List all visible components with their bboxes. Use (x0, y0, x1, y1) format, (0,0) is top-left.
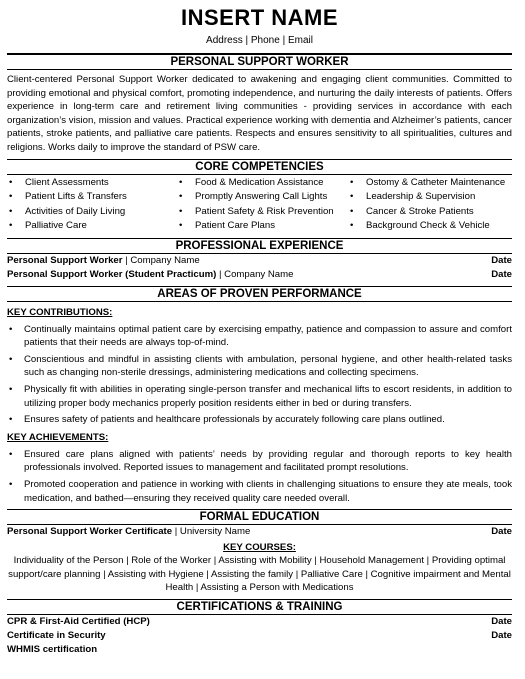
resume-title: PERSONAL SUPPORT WORKER (7, 53, 512, 70)
contributions-heading: KEY CONTRIBUTIONS: (7, 306, 113, 318)
competency-item: • Leadership & Supervision (348, 190, 512, 205)
job-date: Date (491, 268, 512, 280)
job-entry (7, 268, 512, 282)
competency-item: • Patient Safety & Risk Prevention (177, 205, 348, 220)
certification-entry (7, 629, 512, 643)
list-item: • Ensures safety of patients and healthcare professionals by accurately following care plans outlined. (7, 413, 512, 427)
certification-entry (7, 643, 512, 657)
contact-line: Address | Phone | Email (206, 35, 313, 46)
company-name: | Company Name (216, 268, 294, 280)
list-item: • Physically fit with abilities in operating single-person transfer and mechanical lifts to escort residents, in addition to utilizing proper body mechanics properly position residents either in bed or during transfers. (7, 383, 512, 410)
competency-item: • Promptly Answering Call Lights (177, 190, 348, 205)
competency-item: • Patient Lifts & Transfers (7, 190, 177, 205)
competency-item: • Ostomy & Catheter Maintenance (348, 176, 512, 191)
competencies-heading: CORE COMPETENCIES (7, 159, 512, 175)
list-item: • Ensured care plans aligned with patients’ needs by providing regular and thorough reports to key health professionals involved. Reported issues to management and facilitated prompt resolutions. (7, 448, 512, 475)
competencies-column-1 (7, 176, 177, 234)
competencies-column-2 (177, 176, 348, 234)
certifications-heading: CERTIFICATIONS & TRAINING (7, 599, 512, 615)
school-name: | University Name (172, 526, 251, 538)
list-item: • Conscientious and mindful in assisting clients with ambulation, personal hygiene, and other health-related tasks such as changing non-sterile dressings, administering medications and collecting specimens. (7, 353, 512, 380)
courses-heading: KEY COURSES: (223, 542, 296, 554)
competencies-column-3 (348, 176, 512, 234)
job-title: Personal Support Worker (Student Practicum) (7, 268, 217, 280)
competency-item: • Cancer & Stroke Patients (348, 205, 512, 220)
certification-name: Certificate in Security (7, 629, 106, 641)
competency-item: • Activities of Daily Living (7, 205, 177, 220)
certification-entry (7, 615, 512, 629)
certification-name: WHMIS certification (7, 643, 98, 655)
courses-list: Individuality of the Person | Role of the Worker | Assisting with Mobility | Household Management | Providing optimal support/care planning | Assisting with Hygiene | Assisting the family | Palliative Care | Cognitive impairment and Mental Health | Assisting a Person with Medications (8, 555, 511, 594)
contributions-list (7, 323, 512, 427)
job-title-line (7, 268, 293, 282)
achievements-list (7, 448, 512, 505)
education-line (7, 525, 250, 539)
resume-page (7, 0, 512, 657)
candidate-name: INSERT NAME (180, 5, 339, 30)
job-date: Date (491, 254, 512, 266)
competency-item: • Client Assessments (7, 176, 177, 191)
performance-heading: AREAS OF PROVEN PERFORMANCE (7, 286, 512, 302)
education-heading: FORMAL EDUCATION (7, 509, 512, 525)
experience-heading: PROFESSIONAL EXPERIENCE (7, 238, 512, 254)
summary-paragraph: Client-centered Personal Support Worker dedicated to awakening and engaging client communities. Committed to providing emotional and physical comfort, promoting independence, and nurturing the daily interests of patients. Offers experience in long-term care and retirement living communities - providing services in accordance with each organization’s vision, mission and values. Practical experience working with dementia and Alzheimer’s patients, cancer patients, stroke patients, and palliative care patients. Respects and ensures sensitivity to all spiritualities, cultures and religions. Works daily to improve the standard of PSW care. (7, 74, 512, 153)
certification-date: Date (491, 629, 512, 641)
job-title: Personal Support Worker (7, 254, 123, 266)
certification-name: CPR & First-Aid Certified (HCP) (7, 615, 150, 627)
list-item: • Promoted cooperation and patience in working with clients in challenging situations to ensure they ate meals, took medication, and bathed—ensuring they received quality care needed overall. (7, 478, 512, 505)
company-name: | Company Name (122, 254, 200, 266)
competency-item: • Background Check & Vehicle (348, 219, 512, 234)
competency-item: • Palliative Care (7, 219, 177, 234)
job-title-line (7, 254, 200, 268)
competencies-grid (7, 176, 512, 234)
competency-item: • Food & Medication Assistance (177, 176, 348, 191)
education-entry (7, 525, 512, 539)
certification-date: Date (491, 615, 512, 627)
credential-name: Personal Support Worker Certificate (7, 526, 173, 538)
job-entry (7, 254, 512, 268)
achievements-heading: KEY ACHIEVEMENTS: (7, 431, 109, 443)
competency-item: • Patient Care Plans (177, 219, 348, 234)
list-item: • Continually maintains optimal patient care by exercising empathy, patience and compassion to assure and comfort patients that their needs are always top-of-mind. (7, 323, 512, 350)
education-date: Date (491, 526, 512, 538)
